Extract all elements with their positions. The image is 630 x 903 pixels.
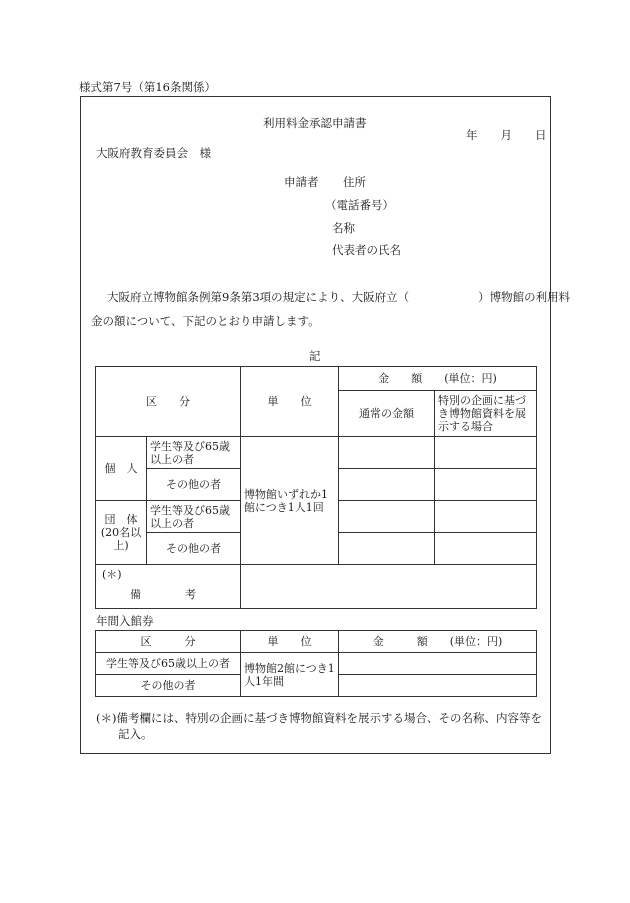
footnote-line1: (＊)備考欄には、特別の企画に基づき博物館資料を展示する場合、その名称、内容等を bbox=[96, 711, 542, 725]
remarks-mark: (＊) bbox=[102, 568, 122, 581]
pass-header-kubun: 区 分 bbox=[96, 631, 241, 653]
individual-student-label: 学生等及び65歳以上の者 bbox=[147, 437, 241, 469]
group-student-special-cell[interactable] bbox=[435, 501, 537, 533]
header-kubun: 区 分 bbox=[96, 367, 241, 437]
pass-other-label: その他の者 bbox=[96, 675, 241, 697]
remarks-cell[interactable] bbox=[241, 565, 537, 609]
body-text-line1: 大阪府立博物館条例第9条第3項の規定により、大阪府立（ ）博物館の利用料 bbox=[107, 290, 571, 304]
pass-student-amount-cell[interactable] bbox=[339, 653, 537, 675]
form-number: 様式第7号（第16条関係） bbox=[79, 80, 216, 94]
pass-other-amount-cell[interactable] bbox=[339, 675, 537, 697]
applicant-representative-label: 代表者の氏名 bbox=[332, 243, 401, 257]
header-kingaku: 金 額 (単位：円) bbox=[339, 367, 537, 391]
remarks-label-cell bbox=[96, 565, 241, 609]
individual-other-normal-cell[interactable] bbox=[339, 469, 435, 501]
header-normal-amount: 通常の金額 bbox=[339, 391, 435, 437]
applicant-address-label: 住所 bbox=[343, 175, 366, 189]
applicant-phone-label: （電話番号） bbox=[325, 198, 394, 212]
ki-heading: 記 bbox=[309, 349, 321, 363]
individual-other-label: その他の者 bbox=[147, 469, 241, 501]
individual-student-special-cell[interactable] bbox=[435, 437, 537, 469]
fee-table bbox=[95, 366, 537, 609]
applicant-label: 申請者 bbox=[284, 175, 319, 189]
header-special-amount: 特別の企画に基づき博物館資料を展示する場合 bbox=[435, 391, 537, 437]
header-tani: 単 位 bbox=[241, 367, 339, 437]
pass-header-tani: 単 位 bbox=[241, 631, 339, 653]
group-other-label: その他の者 bbox=[147, 533, 241, 565]
annual-pass-table bbox=[95, 630, 537, 697]
pass-student-label: 学生等及び65歳以上の者 bbox=[96, 653, 241, 675]
group-student-normal-cell[interactable] bbox=[339, 501, 435, 533]
pass-header-kingaku: 金 額 (単位：円) bbox=[339, 631, 537, 653]
document-title: 利用料金承認申請書 bbox=[263, 116, 367, 130]
unit-per-visit: 博物館いずれか1館につき1人1回 bbox=[241, 437, 339, 565]
pass-unit: 博物館2館につき1人1年間 bbox=[241, 653, 339, 697]
footnote-line2: 記入。 bbox=[118, 727, 153, 741]
addressee: 大阪府教育委員会 様 bbox=[96, 146, 211, 160]
remarks-label: 備 考 bbox=[130, 588, 196, 601]
row-individual: 個 人 bbox=[96, 437, 147, 501]
annual-pass-label: 年間入館券 bbox=[96, 614, 154, 628]
group-other-special-cell[interactable] bbox=[435, 533, 537, 565]
group-student-label: 学生等及び65歳以上の者 bbox=[147, 501, 241, 533]
applicant-name-label: 名称 bbox=[332, 221, 355, 235]
individual-other-special-cell[interactable] bbox=[435, 469, 537, 501]
individual-student-normal-cell[interactable] bbox=[339, 437, 435, 469]
group-other-normal-cell[interactable] bbox=[339, 533, 435, 565]
body-text-line2: 金の額について、下記のとおり申請します。 bbox=[91, 314, 320, 328]
row-group: 団 体 (20名以上) bbox=[96, 501, 147, 565]
date-line: 年 月 日 bbox=[466, 128, 547, 142]
